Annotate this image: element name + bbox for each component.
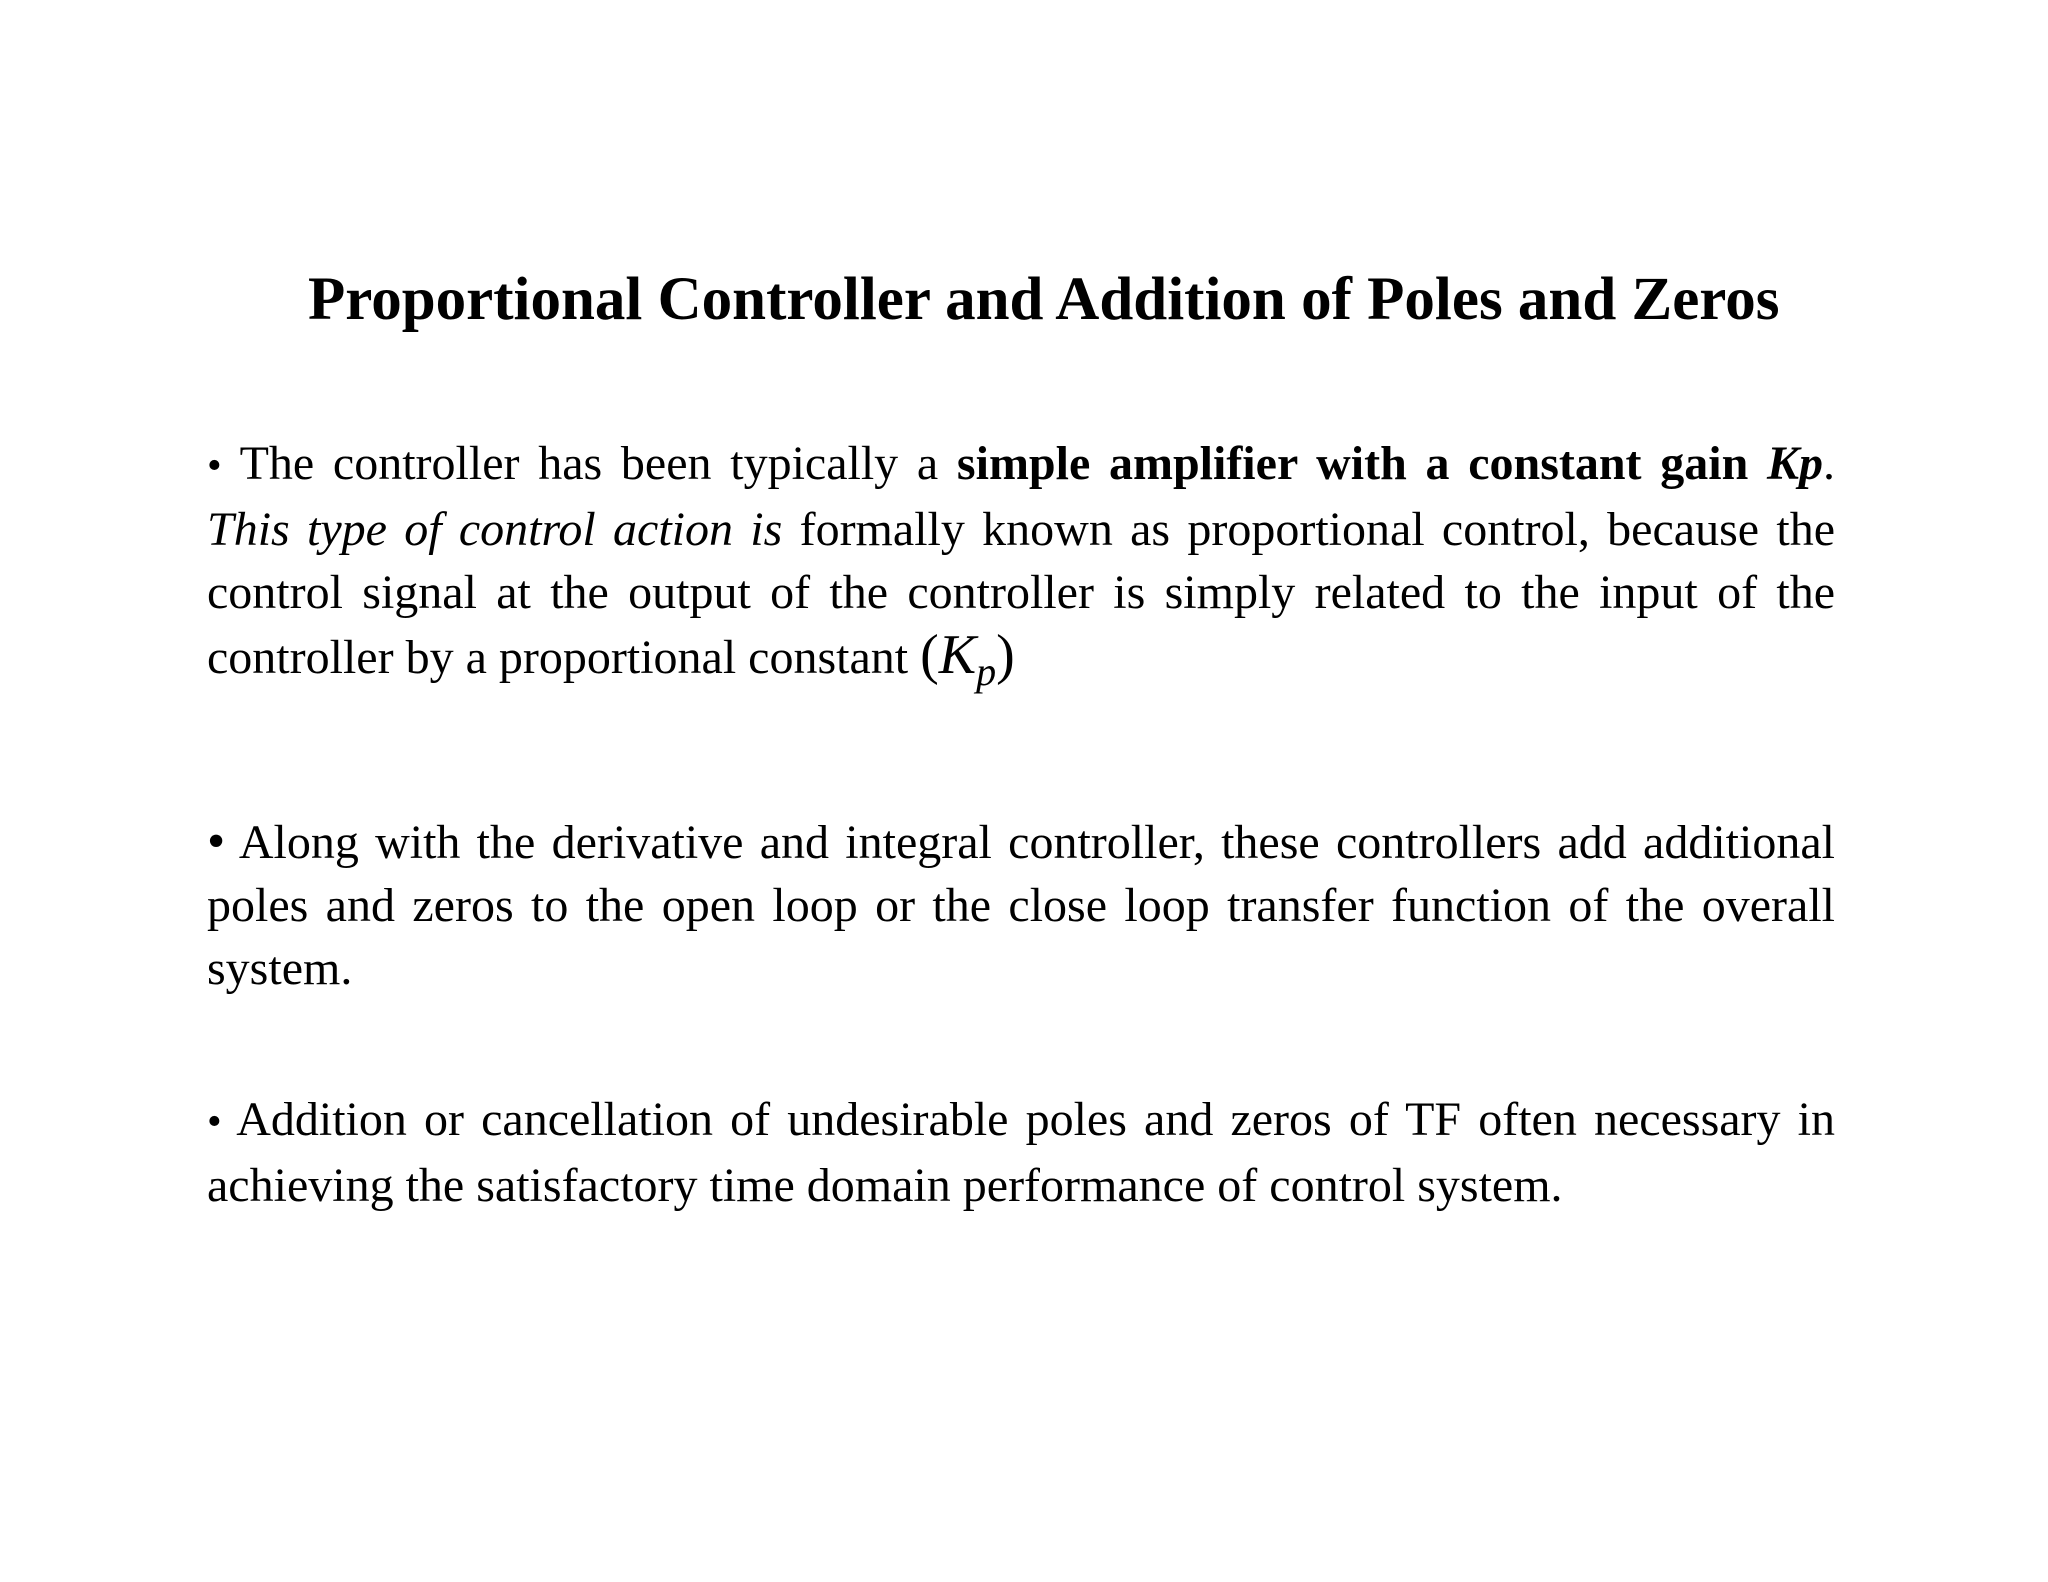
p3-text: Addition or cancellation of undesirable poles and zeros of TF often necessary in achieving the satisfactory time domain performance of control system. — [207, 1093, 1836, 1212]
kp-formula-close-paren: ) — [996, 624, 1015, 686]
bullet-paragraph-1 — [207, 432, 1836, 694]
bullet-paragraph-2 — [207, 810, 1835, 1000]
p2-text: Along with the derivative and integral controller, these controllers add additional poles and zeros to the open loop or the close loop transfer function of the overall system. — [207, 816, 1835, 995]
p1-text-2: . — [1823, 437, 1836, 490]
p1-bold-phrase: simple amplifier with a constant gain — [956, 437, 1767, 490]
bullet-1: • — [207, 443, 222, 489]
kp-formula — [920, 624, 1015, 694]
kp-formula-open-paren: ( — [920, 624, 939, 686]
p1-kp-term: Kp — [1767, 437, 1824, 490]
p1-italic-phrase: This type of control action is — [207, 503, 783, 556]
bullet-3: • — [207, 1099, 222, 1145]
p1-text-1: The controller has been typically a — [239, 437, 957, 490]
bullet-paragraph-3 — [207, 1088, 1835, 1217]
slide-title: Proportional Controller and Addition of Poles and Zeros — [308, 266, 1780, 333]
p1-text-3: formally known as proportional control, because the control signal at the output of the controller is simply related to the input of the controller by a proportional constant — [207, 503, 1836, 684]
kp-formula-var: K — [938, 624, 977, 686]
bullet-2: • — [207, 813, 226, 870]
kp-formula-subscript: p — [976, 649, 997, 694]
